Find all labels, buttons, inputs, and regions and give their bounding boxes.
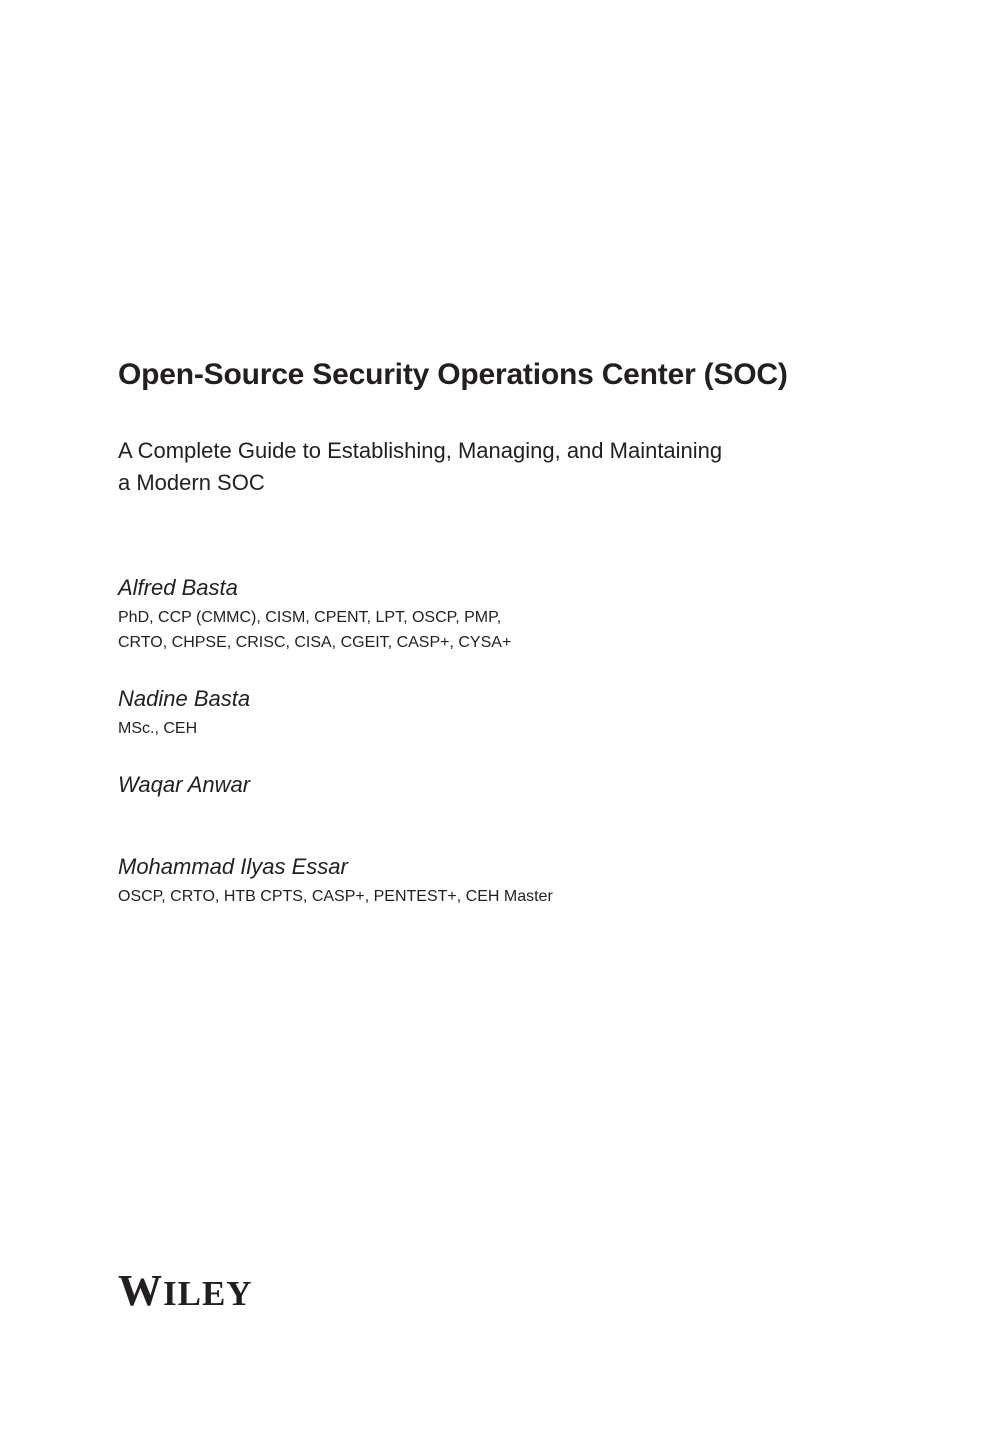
credentials-line-1: PhD, CCP (CMMC), CISM, CPENT, LPT, OSCP, PMP, (118, 609, 502, 626)
author-name-nadine-basta: Nadine Basta (118, 686, 251, 711)
author-credentials-alfred-basta (118, 605, 511, 655)
publisher-logo (118, 1265, 253, 1320)
credentials-line-2: CRTO, CHPSE, CRISC, CISA, CGEIT, CASP+, CYSA+ (118, 634, 512, 651)
credentials-line-1: OSCP, CRTO, HTB CPTS, CASP+, PENTEST+, CEH Master (118, 888, 553, 905)
book-subtitle (118, 435, 722, 499)
author-name-mohammad-ilyas-essar: Mohammad Ilyas Essar (118, 854, 348, 879)
publisher-initial: W (118, 1266, 163, 1315)
author-credentials-mohammad-ilyas-essar (118, 884, 553, 909)
author-credentials-nadine-basta (118, 716, 197, 741)
credentials-line-1: MSc., CEH (118, 720, 198, 737)
subtitle-line-1: A Complete Guide to Establishing, Managing, and Maintaining (118, 438, 723, 463)
subtitle-line-2: a Modern SOC (118, 470, 265, 495)
publisher-rest: ILEY (163, 1274, 253, 1313)
book-title: Open-Source Security Operations Center (SOC) (118, 358, 788, 391)
author-name-waqar-anwar: Waqar Anwar (118, 772, 251, 797)
author-name-alfred-basta: Alfred Basta (118, 575, 238, 600)
